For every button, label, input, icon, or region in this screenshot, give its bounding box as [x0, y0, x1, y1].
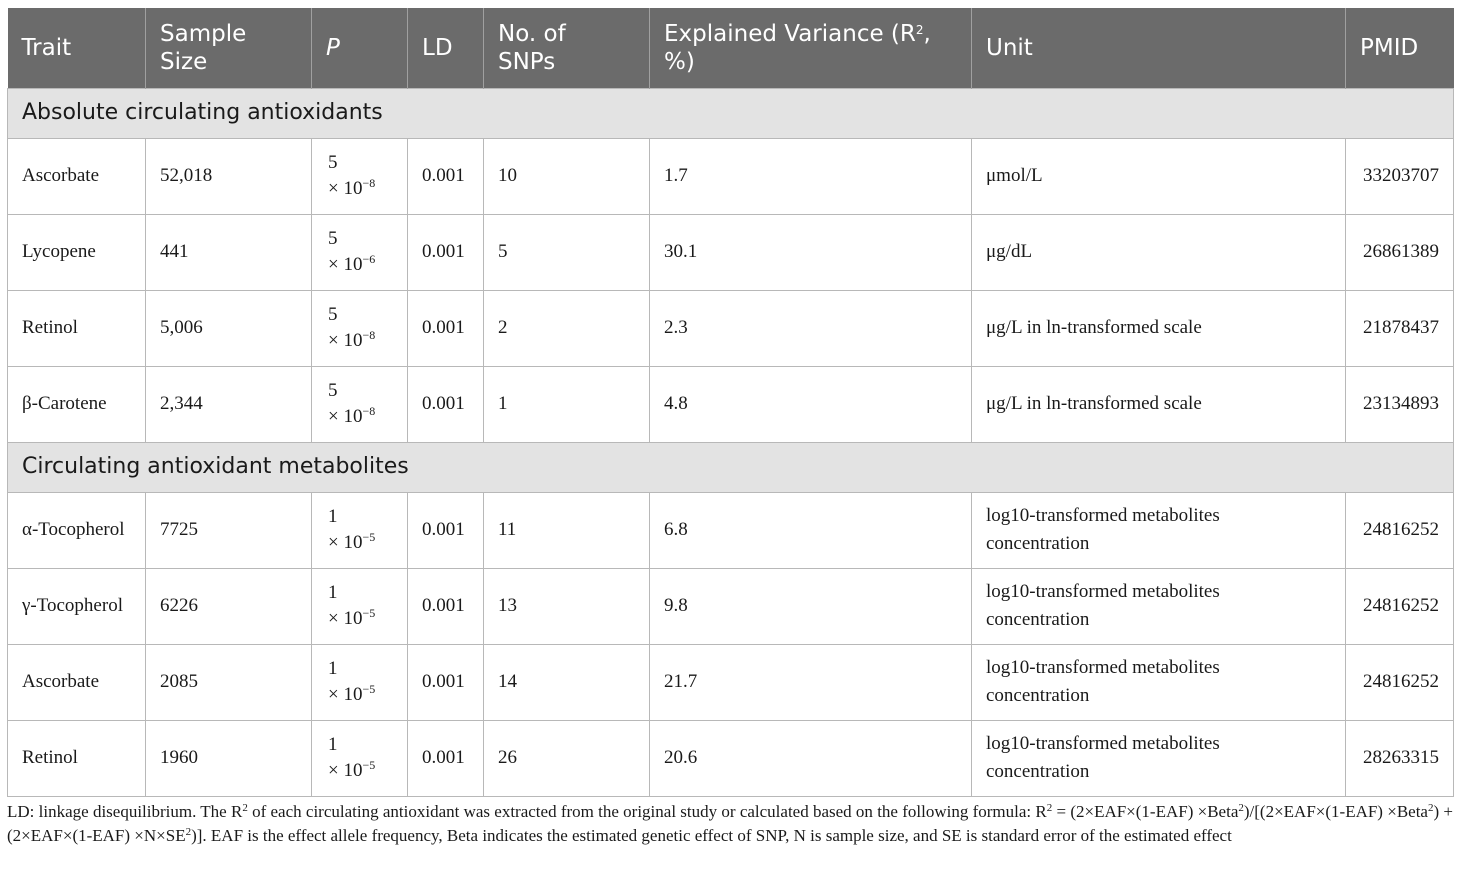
p-times: × 10 — [328, 254, 363, 275]
footnote-sup: 2 — [1427, 802, 1434, 814]
footnote-sup: 2 — [242, 802, 248, 814]
p-exp: −5 — [362, 530, 376, 544]
cell-p-value — [312, 138, 408, 214]
cell-trait: Ascorbate — [8, 644, 146, 720]
cell-snps: 26 — [484, 720, 650, 796]
cell-trait: Ascorbate — [8, 138, 146, 214]
table-row — [8, 290, 1454, 366]
cell-unit: μmol/L — [972, 138, 1346, 214]
cell-sample-size: 5,006 — [146, 290, 312, 366]
cell-p-value — [312, 214, 408, 290]
p-base: 5 — [328, 152, 338, 173]
cell-explained-variance: 2.3 — [650, 290, 972, 366]
cell-ld: 0.001 — [408, 290, 484, 366]
cell-p-value — [312, 366, 408, 442]
table-container — [7, 8, 1453, 797]
cell-unit: log10-transformed metabolites concentration — [972, 492, 1346, 568]
cell-p-value — [312, 644, 408, 720]
cell-sample-size: 1960 — [146, 720, 312, 796]
cell-snps: 10 — [484, 138, 650, 214]
section-row — [8, 442, 1454, 492]
cell-snps: 2 — [484, 290, 650, 366]
p-base: 1 — [328, 734, 338, 755]
cell-pmid: 28263315 — [1346, 720, 1454, 796]
cell-unit: μg/L in ln-transformed scale — [972, 290, 1346, 366]
p-exponent-line — [328, 606, 393, 632]
table-row — [8, 568, 1454, 644]
cell-sample-size: 6226 — [146, 568, 312, 644]
p-base: 5 — [328, 380, 338, 401]
ev-prefix: Explained Variance (R — [664, 20, 916, 47]
cell-snps: 14 — [484, 644, 650, 720]
cell-explained-variance: 9.8 — [650, 568, 972, 644]
p-base: 5 — [328, 304, 338, 325]
section-title: Circulating antioxidant metabolites — [8, 442, 1454, 492]
p-times: × 10 — [328, 330, 363, 351]
cell-snps: 11 — [484, 492, 650, 568]
cell-sample-size: 2,344 — [146, 366, 312, 442]
cell-unit: μg/dL — [972, 214, 1346, 290]
p-exp: −8 — [362, 328, 376, 342]
cell-unit: log10-transformed metabolites concentration — [972, 568, 1346, 644]
cell-trait: β-Carotene — [8, 366, 146, 442]
p-exp: −8 — [362, 176, 376, 190]
table-row — [8, 492, 1454, 568]
cell-pmid: 21878437 — [1346, 290, 1454, 366]
cell-p-value — [312, 290, 408, 366]
p-times: × 10 — [328, 684, 363, 705]
p-exponent-line — [328, 758, 393, 784]
header-explained-variance — [650, 8, 972, 88]
p-base: 5 — [328, 228, 338, 249]
p-exp: −5 — [362, 758, 376, 772]
cell-trait: Retinol — [8, 720, 146, 796]
p-times: × 10 — [328, 406, 363, 427]
p-exponent-line — [328, 530, 393, 556]
footnote-sup: 2 — [1046, 802, 1053, 814]
p-exp: −5 — [362, 606, 376, 620]
cell-p-value — [312, 720, 408, 796]
table-row — [8, 644, 1454, 720]
p-exponent-line — [328, 328, 393, 354]
footnote-sup: 2 — [1238, 802, 1244, 814]
cell-sample-size: 52,018 — [146, 138, 312, 214]
cell-ld: 0.001 — [408, 214, 484, 290]
header-ld: LD — [408, 8, 484, 88]
table-body — [8, 88, 1454, 796]
table-header — [8, 8, 1454, 88]
cell-pmid: 33203707 — [1346, 138, 1454, 214]
p-times: × 10 — [328, 532, 363, 553]
cell-pmid: 26861389 — [1346, 214, 1454, 290]
cell-pmid: 24816252 — [1346, 568, 1454, 644]
p-times: × 10 — [328, 760, 363, 781]
ev-sup: 2 — [915, 22, 924, 37]
p-times: × 10 — [328, 178, 363, 199]
header-trait: Trait — [8, 8, 146, 88]
p-exponent-line — [328, 404, 393, 430]
p-exp: −5 — [362, 682, 376, 696]
cell-ld: 0.001 — [408, 366, 484, 442]
antioxidant-table — [7, 8, 1454, 797]
p-exponent-line — [328, 176, 393, 202]
section-row — [8, 88, 1454, 138]
cell-snps: 1 — [484, 366, 650, 442]
cell-explained-variance: 20.6 — [650, 720, 972, 796]
cell-sample-size: 7725 — [146, 492, 312, 568]
cell-snps: 13 — [484, 568, 650, 644]
table-row — [8, 214, 1454, 290]
cell-trait: Retinol — [8, 290, 146, 366]
cell-explained-variance: 30.1 — [650, 214, 972, 290]
p-exp: −6 — [362, 252, 376, 266]
header-pmid: PMID — [1346, 8, 1454, 88]
table-row — [8, 720, 1454, 796]
footnote-part1: LD: linkage disequilibrium. The R — [7, 802, 243, 821]
cell-pmid: 24816252 — [1346, 644, 1454, 720]
cell-explained-variance: 6.8 — [650, 492, 972, 568]
cell-ld: 0.001 — [408, 492, 484, 568]
cell-ld: 0.001 — [408, 138, 484, 214]
cell-ld: 0.001 — [408, 568, 484, 644]
cell-ld: 0.001 — [408, 644, 484, 720]
footnote-part3: = (2×EAF×(1-EAF) ×Beta — [1052, 802, 1239, 821]
p-times: × 10 — [328, 608, 363, 629]
cell-trait: α-Tocopherol — [8, 492, 146, 568]
cell-trait: γ-Tocopherol — [8, 568, 146, 644]
footnote-part2: of each circulating antioxidant was extracted from the original study or calculated based on the following formula: R — [247, 802, 1047, 821]
p-exponent-line — [328, 682, 393, 708]
cell-sample-size: 2085 — [146, 644, 312, 720]
cell-snps: 5 — [484, 214, 650, 290]
section-title: Absolute circulating antioxidants — [8, 88, 1454, 138]
p-exp: −8 — [362, 404, 376, 418]
cell-pmid: 23134893 — [1346, 366, 1454, 442]
footnote-sup: 2 — [185, 826, 192, 838]
cell-trait: Lycopene — [8, 214, 146, 290]
cell-sample-size: 441 — [146, 214, 312, 290]
cell-explained-variance: 1.7 — [650, 138, 972, 214]
table-row — [8, 138, 1454, 214]
header-sample-size: Sample Size — [146, 8, 312, 88]
header-unit: Unit — [972, 8, 1346, 88]
cell-unit: log10-transformed metabolites concentration — [972, 644, 1346, 720]
p-base: 1 — [328, 658, 338, 679]
ev-suffix: , %) — [664, 20, 931, 75]
table-row — [8, 366, 1454, 442]
cell-ld: 0.001 — [408, 720, 484, 796]
cell-unit: μg/L in ln-transformed scale — [972, 366, 1346, 442]
cell-pmid: 24816252 — [1346, 492, 1454, 568]
footnote-part6: )]. EAF is the effect allele frequency, Beta indicates the estimated genetic effect of SNP, N is sample size, and SE is standard error of the estimated effect — [191, 826, 1232, 845]
footnote-part4: )/[(2×EAF×(1-EAF) ×Beta — [1243, 802, 1428, 821]
header-snps: No. of SNPs — [484, 8, 650, 88]
p-base: 1 — [328, 582, 338, 603]
cell-unit: log10-transformed metabolites concentration — [972, 720, 1346, 796]
p-base: 1 — [328, 506, 338, 527]
p-exponent-line — [328, 252, 393, 278]
header-p: P — [312, 8, 408, 88]
footnote — [7, 800, 1453, 848]
cell-p-value — [312, 492, 408, 568]
cell-p-value — [312, 568, 408, 644]
cell-explained-variance: 21.7 — [650, 644, 972, 720]
footnote-part5: ) +(2×EAF×(1-EAF) ×N×SE — [7, 802, 1453, 845]
cell-explained-variance: 4.8 — [650, 366, 972, 442]
